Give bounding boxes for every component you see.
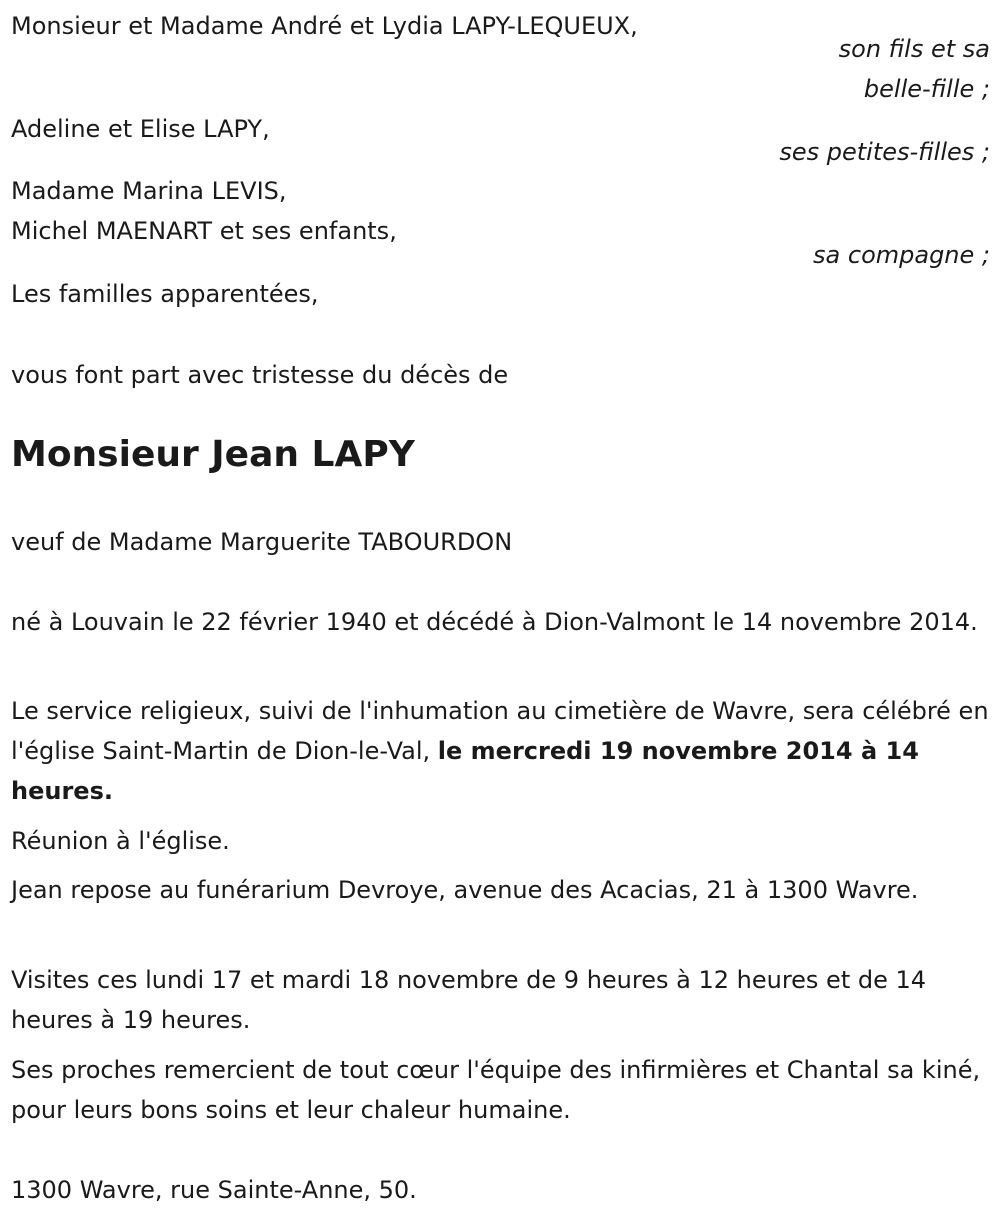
birth-death-text: né à Louvain le 22 février 1940 et décédé à Dion-Valmont le 14 novembre 2014.: [11, 608, 978, 636]
relation-granddaughters: ses petites-filles ;: [779, 138, 990, 166]
funeral-home-text: Jean repose au funérarium Devroye, avenue des Acacias, 21 à 1300 Wavre.: [11, 876, 919, 904]
relation-daughter-in-law: belle-fille ;: [863, 75, 990, 103]
address-text: 1300 Wavre, rue Sainte-Anne, 50.: [11, 1176, 417, 1204]
service-text: [11, 691, 991, 811]
relation-companion: sa compagne ;: [813, 241, 990, 269]
meeting-text: Réunion à l'église.: [11, 827, 230, 855]
deceased-name: Monsieur Jean LAPY: [11, 434, 415, 475]
family-line-relatives: Les familles apparentées,: [11, 280, 319, 308]
visits-text: Visites ces lundi 17 et mardi 18 novembre de 9 heures à 12 heures et de 14 heures à 19 heures.: [11, 966, 927, 1034]
thanks-text: Ses proches remercient de tout cœur l'équipe des infirmières et Chantal sa kiné, pour leurs bons soins et leur chaleur humaine.: [11, 1056, 981, 1124]
family-line-granddaughters: Adeline et Elise LAPY,: [11, 115, 270, 143]
service-description: Le service religieux, suivi de l'inhumation au cimetière de Wavre, sera célébré en l'église Saint-Martin de Dion-le-Val,: [11, 697, 989, 765]
announcement-text: vous font part avec tristesse du décès de: [11, 361, 509, 389]
family-line-maenart: Michel MAENART et ses enfants,: [11, 217, 397, 245]
relation-son: son fils et sa: [838, 35, 990, 63]
family-line-companion: Madame Marina LEVIS,: [11, 177, 287, 205]
widow-of-text: veuf de Madame Marguerite TABOURDON: [11, 528, 513, 556]
family-line-parents: Monsieur et Madame André et Lydia LAPY-LEQUEUX,: [11, 12, 638, 40]
service-date: le mercredi 19 novembre 2014 à 14 heures.: [11, 737, 919, 805]
